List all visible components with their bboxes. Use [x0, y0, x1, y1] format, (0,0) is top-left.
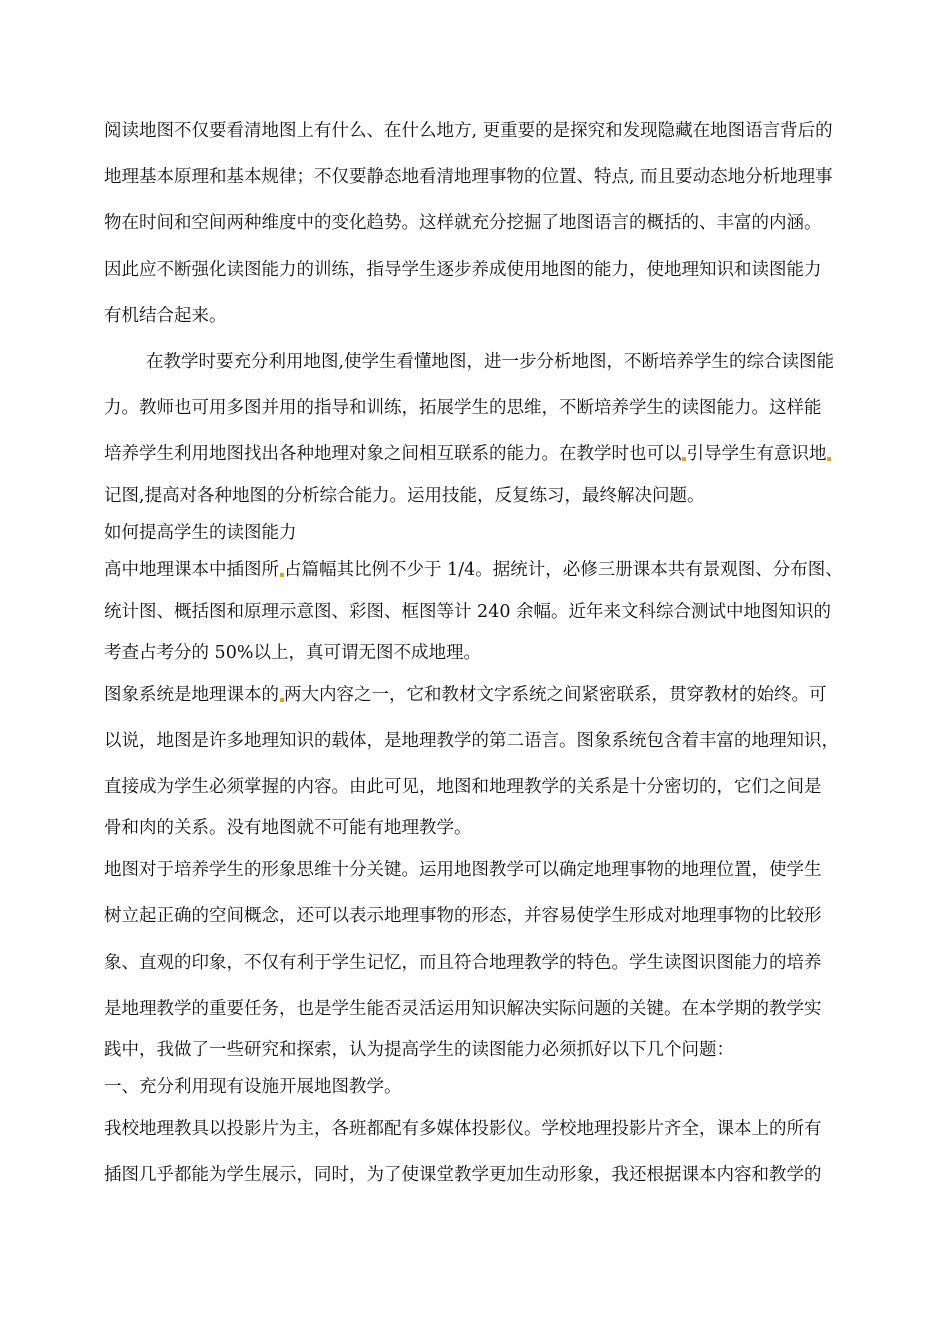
paragraph-line-22: 我校地理教具以投影片为主，各班都配有多媒体投影仪。学校地理投影片齐全，课本上的所有: [104, 1119, 822, 1139]
text-segment: 占篇幅其比例不少于 1/4。据统计，必修三册课本共有景观图、分布图、: [284, 559, 843, 580]
paragraph-line-7: 力。教师也可用多图并用的指导和训练，拓展学生的思维，不断培养学生的读图能力。这样能: [104, 398, 822, 419]
section-heading: 一、充分利用现有设施开展地图教学。: [104, 1077, 402, 1097]
section-heading: 如何提高学生的读图能力: [104, 522, 297, 543]
paragraph-line-16: 骨和肉的关系。没有地图就不可能有地理教学。: [104, 818, 472, 839]
paragraph-line-3: 物在时间和空间两种维度中的变化趋势。这样就充分挖掘了地图语言的概括的、丰富的内涵。: [104, 213, 822, 234]
paragraph-line-6: 在教学时要充分利用地图,使学生看懂地图，进一步分析地图，不断培养学生的综合读图能: [146, 351, 835, 372]
paragraph-line-1: 阅读地图不仅要看清地图上有什么、在什么地方, 更重要的是探究和发现隐藏在地图语言背后的: [104, 121, 833, 141]
paragraph-line-8: [104, 431, 904, 477]
paragraph-line-10: [104, 552, 904, 589]
paragraph-line-14: 以说，地图是许多地理知识的载体，是地理教学的第二语言。图象系统包含着丰富的地理知识，: [104, 730, 839, 751]
anchor-mark-icon: [280, 698, 284, 702]
paragraph-line-23: 插图几乎都能为学生展示，同时，为了使课堂教学更加生动形象，我还根据课本内容和教学的: [104, 1165, 822, 1186]
paragraph-line-13: [104, 672, 904, 718]
paragraph-line-20: 是地理教学的重要任务，也是学生能否灵活运用知识解决实际问题的关键。在本学期的教学实: [104, 998, 822, 1019]
anchor-mark-icon: [827, 457, 831, 461]
paragraph-line-19: 象、直观的印象，不仅有利于学生记忆，而且符合地理教学的特色。学生读图识图能力的培养: [104, 952, 822, 973]
text-segment: 高中地理课本中插图所: [104, 559, 279, 580]
paragraph-line-18: 树立起正确的空间概念，还可以表示地理事物的形态，并容易使学生形成对地理事物的比较形: [104, 906, 822, 927]
text-segment: 培养学生利用地图找出各种地理对象之间相互联系的能力。在教学时也可以: [104, 444, 682, 465]
text-segment: 图象系统是地理课本的: [104, 684, 279, 705]
paragraph-line-2: 地理基本原理和基本规律；不仅要静态地看清地理事物的位置、特点, 而且要动态地分析地理事: [104, 167, 833, 188]
paragraph-line-15: 直接成为学生必须掌握的内容。由此可见，地图和地理教学的关系是十分密切的，它们之间是: [104, 777, 822, 798]
paragraph-line-11: 统计图、概括图和原理示意图、彩图、框图等计 240 余幅。近年来文科综合测试中地图知识的: [104, 601, 832, 622]
paragraph-line-5: 有机结合起来。: [104, 305, 227, 326]
paragraph-line-21: 践中，我做了一些研究和探索，认为提高学生的读图能力必须抓好以下几个问题：: [104, 1040, 734, 1060]
paragraph-line-4: 因此应不断强化读图能力的训练，指导学生逐步养成使用地图的能力，使地理知识和读图能力: [104, 259, 822, 280]
paragraph-line-12: 考查占考分的 50%以上，真可谓无图不成地理。: [104, 642, 481, 663]
text-segment: 引导学生有意识地: [686, 444, 827, 465]
anchor-mark-icon: [280, 573, 284, 577]
text-segment: 两大内容之一，它和教材文字系统之间紧密联系，贯穿教材的始终。可: [284, 684, 827, 705]
paragraph-line-9: 记图,提高对各种地图的分析综合能力。运用技能，反复练习，最终解决问题。: [104, 485, 705, 506]
paragraph-line-17: 地图对于培养学生的形象思维十分关键。运用地图教学可以确定地理事物的地理位置，使学生: [104, 860, 822, 881]
document-body: [104, 108, 904, 1198]
anchor-mark-icon: [682, 457, 686, 461]
